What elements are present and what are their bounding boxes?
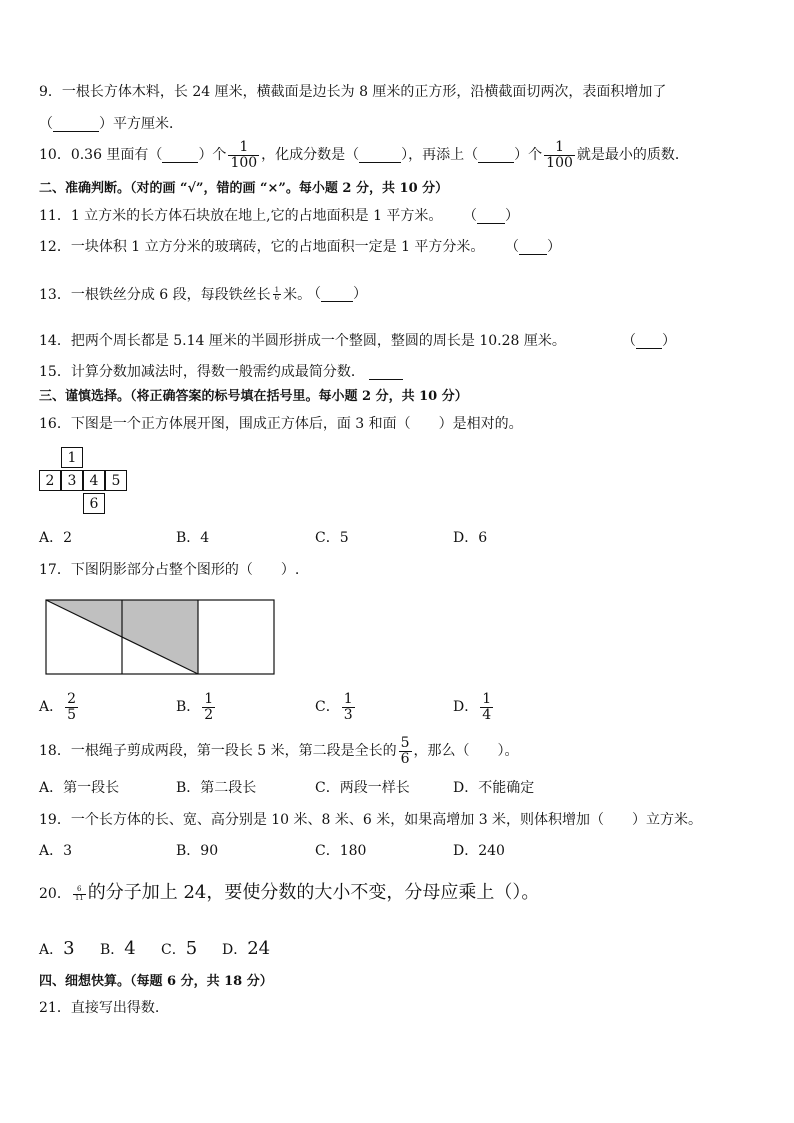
q17-option-d-denominator: 4 bbox=[482, 706, 492, 723]
q10-text-1: 10．0.36 里面有（ bbox=[39, 147, 163, 164]
q17-option-b-numerator: 1 bbox=[204, 691, 214, 707]
q17-option-a[interactable] bbox=[39, 692, 80, 722]
q12-answer bbox=[505, 240, 561, 255]
q9-unit: ）平方厘米． bbox=[99, 116, 183, 132]
q13-fraction-denominator: 6 bbox=[274, 294, 280, 303]
q19-option-a[interactable]: A．3 bbox=[39, 843, 73, 859]
q11-paren-right: ） bbox=[505, 208, 519, 224]
q20-option-c-label: C． bbox=[161, 942, 186, 958]
q10-fraction-1-denominator: 100 bbox=[230, 154, 258, 171]
q17-option-c-label: C． bbox=[315, 699, 340, 716]
q18-fraction-numerator: 5 bbox=[400, 735, 410, 751]
q20-option-d-value: 24 bbox=[247, 938, 271, 959]
cube-net-face-4: 4 bbox=[83, 470, 105, 491]
q13-paren-left: （ bbox=[307, 286, 321, 302]
section-4-heading: 四、细想快算。（每题 6 分，共 18 分） bbox=[39, 974, 273, 989]
q14-answer bbox=[622, 334, 676, 349]
q15-line bbox=[39, 365, 403, 380]
q20-option-a-value: 3 bbox=[63, 938, 75, 959]
q18-option-b[interactable]: B．第二段长 bbox=[176, 780, 257, 796]
cube-net-face-3: 3 bbox=[61, 470, 83, 491]
q19-text: 19．一个长方体的长、宽、高分别是 10 米、8 米、6 米，如果高增加 3 米，则体积增加（ ）立方米。 bbox=[39, 812, 703, 828]
shaded-rectangle-figure bbox=[45, 599, 276, 676]
cube-net-face-6: 6 bbox=[83, 493, 105, 514]
cube-net-face-2: 2 bbox=[39, 470, 61, 491]
q9-blank[interactable] bbox=[53, 117, 99, 132]
q20-option-b-value: 4 bbox=[124, 938, 136, 959]
q9-paren-left: （ bbox=[39, 116, 53, 132]
q13-fraction bbox=[273, 287, 281, 303]
q13-fraction-numerator: 1 bbox=[274, 286, 280, 294]
q17-option-a-label: A． bbox=[39, 699, 64, 716]
cube-net-face-5: 5 bbox=[105, 470, 127, 491]
q19-option-d[interactable]: D．240 bbox=[453, 843, 505, 859]
q15-blank[interactable] bbox=[369, 365, 403, 380]
q13-blank[interactable] bbox=[321, 287, 353, 302]
q16-option-d[interactable]: D．6 bbox=[453, 530, 488, 546]
q11-paren-left: （ bbox=[463, 208, 477, 224]
q11-text: 11．1 立方米的长方体石块放在地上,它的占地面积是 1 平方米。 bbox=[39, 208, 443, 224]
q10-text-5: ）个 bbox=[514, 147, 543, 164]
q11-blank[interactable] bbox=[477, 209, 505, 224]
q20-option-d-label: D． bbox=[222, 942, 248, 958]
q17-option-c-numerator: 1 bbox=[343, 691, 353, 707]
q18-fraction-denominator: 6 bbox=[400, 750, 410, 767]
section-3-heading: 三、谨慎选择。（将正确答案的标号填在括号里。每小题 2 分，共 10 分） bbox=[39, 389, 468, 404]
q19-option-c[interactable]: C．180 bbox=[315, 843, 367, 859]
q17-option-b-fraction bbox=[202, 692, 215, 722]
q20-option-c[interactable] bbox=[161, 940, 197, 958]
q12-text: 12．一块体积 1 立方分米的玻璃砖，它的占地面积一定是 1 平方分米。 bbox=[39, 239, 485, 255]
q17-option-b-label: B． bbox=[176, 699, 201, 716]
q20-fraction bbox=[73, 886, 86, 902]
q17-option-d-fraction bbox=[480, 692, 493, 722]
q10-blank-3[interactable] bbox=[478, 148, 514, 163]
q18-text-2: ，那么（ ）。 bbox=[413, 743, 519, 760]
q17-text: 17．下图阴影部分占整个图形的（ ）. bbox=[39, 562, 300, 578]
q14-text: 14．把两个周长都是 5.14 厘米的半圆形拼成一个整圆，整圆的周长是 10.28 厘米。 bbox=[39, 333, 566, 349]
q14-blank[interactable] bbox=[636, 334, 662, 349]
q17-option-d-numerator: 1 bbox=[482, 691, 492, 707]
q13-paren-right: ） bbox=[353, 286, 367, 302]
q17-option-a-denominator: 5 bbox=[67, 706, 77, 723]
q16-option-c[interactable]: C．5 bbox=[315, 530, 349, 546]
q11-answer bbox=[463, 209, 519, 224]
q10-text-6: 就是最小的质数． bbox=[576, 147, 689, 164]
q18-fraction bbox=[399, 736, 412, 766]
q17-option-c[interactable] bbox=[315, 692, 357, 722]
q10-blank-2[interactable] bbox=[359, 148, 401, 163]
q10-fraction-1 bbox=[228, 140, 259, 170]
q21-text: 21．直接写出得数. bbox=[39, 1000, 160, 1016]
q20-option-a[interactable] bbox=[39, 940, 75, 958]
q17-option-b-denominator: 2 bbox=[204, 706, 214, 723]
q10-fraction-2-numerator: 1 bbox=[544, 140, 575, 156]
q10-text-4: ），再添上（ bbox=[401, 147, 479, 164]
q10-fraction-1-numerator: 1 bbox=[228, 140, 259, 156]
q10-blank-1[interactable] bbox=[162, 148, 198, 163]
q18-line bbox=[39, 736, 519, 766]
q17-option-a-fraction bbox=[65, 692, 78, 722]
q17-option-d[interactable] bbox=[453, 692, 495, 722]
q10-text-2: ）个 bbox=[198, 147, 227, 164]
q20-option-d[interactable] bbox=[222, 940, 270, 958]
q20-line bbox=[39, 884, 539, 902]
q20-option-a-label: A． bbox=[39, 942, 64, 958]
cube-net-face-1: 1 bbox=[61, 447, 83, 468]
q13-text-2: 米。 bbox=[283, 286, 312, 303]
q17-option-b[interactable] bbox=[176, 692, 217, 722]
q12-paren-left: （ bbox=[505, 239, 519, 255]
cube-net-diagram bbox=[39, 447, 133, 515]
q13-answer bbox=[307, 287, 367, 302]
q16-option-a[interactable]: A．2 bbox=[39, 530, 73, 546]
q20-fraction-denominator: 11 bbox=[74, 893, 84, 902]
q15-text: 15．计算分数加减法时，得数一般需约成最简分数． bbox=[39, 364, 365, 380]
q18-option-d[interactable]: D．不能确定 bbox=[453, 780, 535, 796]
q18-option-a[interactable]: A．第一段长 bbox=[39, 780, 120, 796]
q17-option-c-denominator: 3 bbox=[343, 706, 353, 723]
q18-text-1: 18．一根绳子剪成两段，第一段长 5 米，第二段是全长的 bbox=[39, 743, 397, 760]
q14-paren-left: （ bbox=[622, 333, 636, 349]
q19-option-b[interactable]: B．90 bbox=[176, 843, 219, 859]
q10-text-3: ，化成分数是（ bbox=[261, 147, 360, 164]
section-2-heading: 二、准确判断。（对的画 “√”，错的画 “×”。每小题 2 分，共 10 分） bbox=[39, 181, 449, 196]
q20-option-b-label: B． bbox=[100, 942, 125, 958]
q20-text: 的分子加上 24，要使分数的大小不变，分母应乘上（）。 bbox=[87, 882, 540, 903]
q10-fraction-2-denominator: 100 bbox=[546, 154, 573, 171]
q16-text: 16．下图是一个正方体展开图，围成正方体后，面 3 和面（ ）是相对的。 bbox=[39, 416, 523, 432]
q10-fraction-2 bbox=[544, 140, 575, 170]
q20-number: 20． bbox=[39, 886, 71, 902]
q13-line bbox=[39, 287, 311, 303]
q20-option-c-value: 5 bbox=[185, 938, 198, 959]
q10-line bbox=[39, 140, 689, 170]
q12-blank[interactable] bbox=[519, 240, 547, 255]
q17-option-c-fraction bbox=[342, 692, 355, 722]
q17-option-d-label: D． bbox=[453, 699, 479, 716]
q14-paren-right: ） bbox=[662, 333, 676, 349]
q9-line2 bbox=[39, 117, 183, 132]
q18-option-c[interactable]: C．两段一样长 bbox=[315, 780, 410, 796]
q16-option-b[interactable]: B．4 bbox=[176, 530, 210, 546]
q20-option-b[interactable] bbox=[100, 940, 136, 958]
q9-line1: 9．一根长方体木料，长 24 厘米，横截面是边长为 8 厘米的正方形，沿横截面切两次，表面积增加了 bbox=[39, 84, 667, 100]
q13-text-1: 13．一根铁丝分成 6 段，每段铁丝长 bbox=[39, 286, 271, 303]
q17-option-a-numerator: 2 bbox=[67, 691, 77, 707]
q12-paren-right: ） bbox=[547, 239, 561, 255]
q20-fraction-numerator: 6 bbox=[73, 886, 86, 894]
